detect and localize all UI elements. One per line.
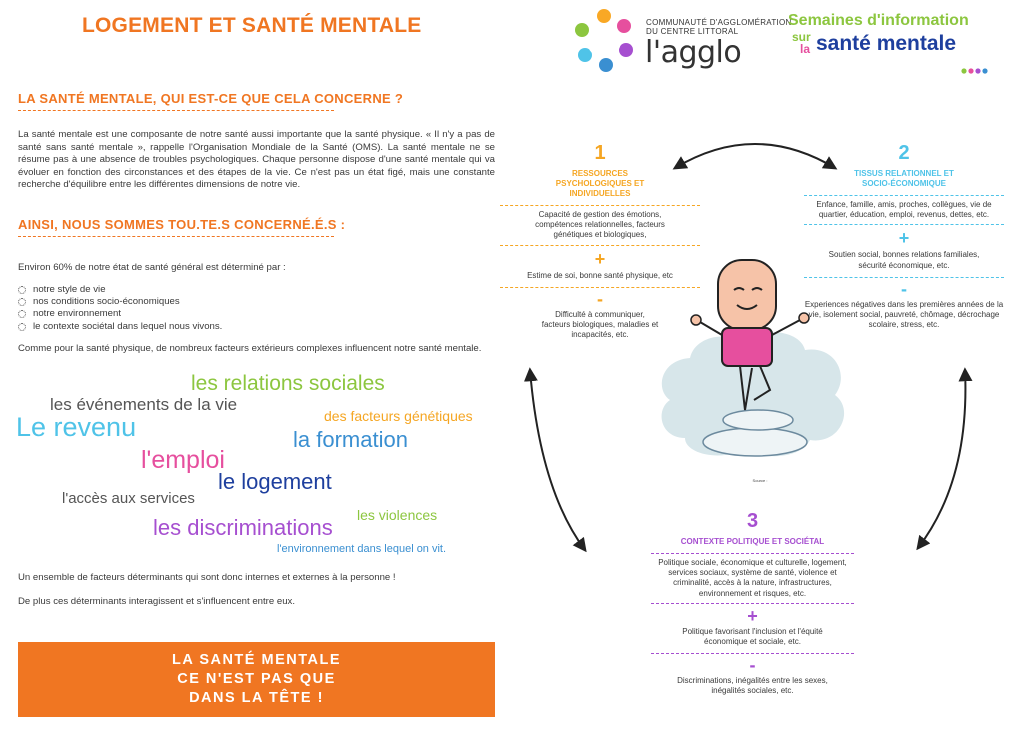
box3-heading: CONTEXTE POLITIQUE ET SOCIÉTAL [680,537,825,546]
factor-box-3 [651,510,854,697]
bullet-icon [18,310,26,318]
section2-divider [18,236,334,237]
key-message-banner [18,642,495,717]
list-item: le contexte sociétal dans lequel nous vivons. [18,321,418,333]
box2-neutral: Enfance, famille, amis, proches, collègues, vie de quartier, éducation, emploi, revenus, dettes, etc. [816,200,992,220]
box1-plus: Estime de soi, bonne santé physique, etc [527,270,673,280]
bullet-icon [18,298,26,306]
plus-icon: + [747,605,758,626]
conclusion-line1: Un ensemble de facteurs déterminants qui sont donc internes et externes à la personne ! [18,572,396,583]
box2-minus: Experiences négatives dans les premières années de la vie, isolement social, pauvreté, chômage, décrochage scolaire, stress, etc. [804,299,1004,330]
word-logement: le logement [218,469,332,494]
box3-divider [651,553,854,554]
bullet-icon [18,286,26,294]
section2-intro: Environ 60% de notre état de santé général est déterminé par : [18,262,286,273]
list-item: notre environnement [18,308,418,320]
minus-icon: - [597,288,603,309]
box1-neutral: Capacité de gestion des émotions, compétences relationnelles, facteurs génétiques et biologiques, [535,210,665,240]
section1-heading: LA SANTÉ MENTALE, QUI EST-CE QUE CELA CONCERNE ? [18,91,404,106]
word-environnement: l'environnement dans lequel on vit. [277,543,447,555]
box1-divider [500,205,700,206]
word-discriminations: les discriminations [153,515,333,540]
plus-icon: + [594,248,606,269]
banner-line1: LA SANTÉ MENTALE [172,652,341,668]
box2-divider [804,195,1004,196]
box1-heading: RESSOURCES PSYCHOLOGIQUES ET INDIVIDUELLES [555,169,645,198]
bullet-icon [18,323,26,331]
section1-paragraph: La santé mentale est une composante de notre santé aussi importante que la santé physique. « Il n'y a pas de santé sans santé mentale », rappelle l'Organisation Mondiale de la Santé (OMS). La santé mentale ne se résume pas à une absence de troubles psychologiques. Chaque personne dispose d'une santé mentale qui va évoluer en fonction des circonstances et des étapes de la vie. Ce n'est pas un état figé, mais une constante recherche d'équilibre entre les différentes dimensions de notre vie. [18,129,495,191]
section2-heading: AINSI, NOUS SOMMES TOU.TE.S CONCERNÉ.É.S : [18,217,346,232]
semaines-dots [960,62,990,80]
factor-box-2 [804,142,1004,330]
semaines-line1: Semaines d'information [788,12,969,29]
minus-icon: - [901,278,907,299]
banner-line2: CE N'EST PAS QUE [177,671,336,687]
box3-minus: Discriminations, inégalités entre les sexes, inégalités sociales, etc. [677,676,828,696]
list-item: nos conditions socio-économiques [18,296,418,308]
box2-heading: TISSUS RELATIONNEL ET SOCIO-ÉCONOMIQUE [854,169,954,188]
agglo-name: l'agglo [645,35,742,70]
banner-line3: DANS LA TÊTE ! [189,690,324,706]
box1-number: 1 [594,142,606,164]
semaines-la: la [800,42,811,56]
conclusion-line2: De plus ces déterminants interagissent et s'influencent entre eux. [18,596,296,607]
plus-icon: + [898,228,910,249]
box3-number: 3 [746,510,759,532]
word-acces-services: l'accès aux services [62,490,195,507]
list-item: notre style de vie [18,284,418,296]
agglo-line1: COMMUNAUTÉ D'AGGLOMÉRATION [646,18,792,27]
page-title: LOGEMENT ET SANTÉ MENTALE [82,14,422,37]
determinants-list [18,284,418,333]
semaines-sante: santé mentale [816,32,957,55]
box3-plus: Politique favorisant l'inclusion et l'équité économique et sociale, etc. [682,626,823,647]
word-emploi: l'emploi [141,446,225,474]
source-note: Source : [752,478,768,483]
semaines-sur: sur [792,30,811,44]
word-evenements: les événements de la vie [50,395,238,414]
box2-number: 2 [898,142,910,164]
word-revenu: Le revenu [16,412,137,442]
agglo-line2: DU CENTRE LITTORAL [646,27,739,36]
minus-icon: - [749,655,756,676]
box2-plus: Soutien social, bonnes relations familiales, sécurité économique, etc. [828,250,980,270]
word-relations-sociales: les relations sociales [191,372,385,395]
box3-neutral: Politique sociale, économique et culturelle, logement, services sociaux, système de santé, violence et criminalité, accès à la nature, infrastructures, environnement et risques, etc. [658,558,847,598]
section1-divider [18,110,334,111]
factor-box-1 [500,142,700,340]
agglo-logo-icon [574,8,634,74]
comparison-paragraph: Comme pour la santé physique, de nombreux facteurs extérieurs complexes influencent notre santé mentale. [18,343,482,354]
word-violences: les violences [357,507,438,523]
word-formation: la formation [293,427,408,452]
box1-minus: Difficulté à communiquer, facteurs biologiques, maladies et incapacités, etc. [541,309,659,340]
word-facteurs-genetiques: des facteurs génétiques [324,408,473,424]
